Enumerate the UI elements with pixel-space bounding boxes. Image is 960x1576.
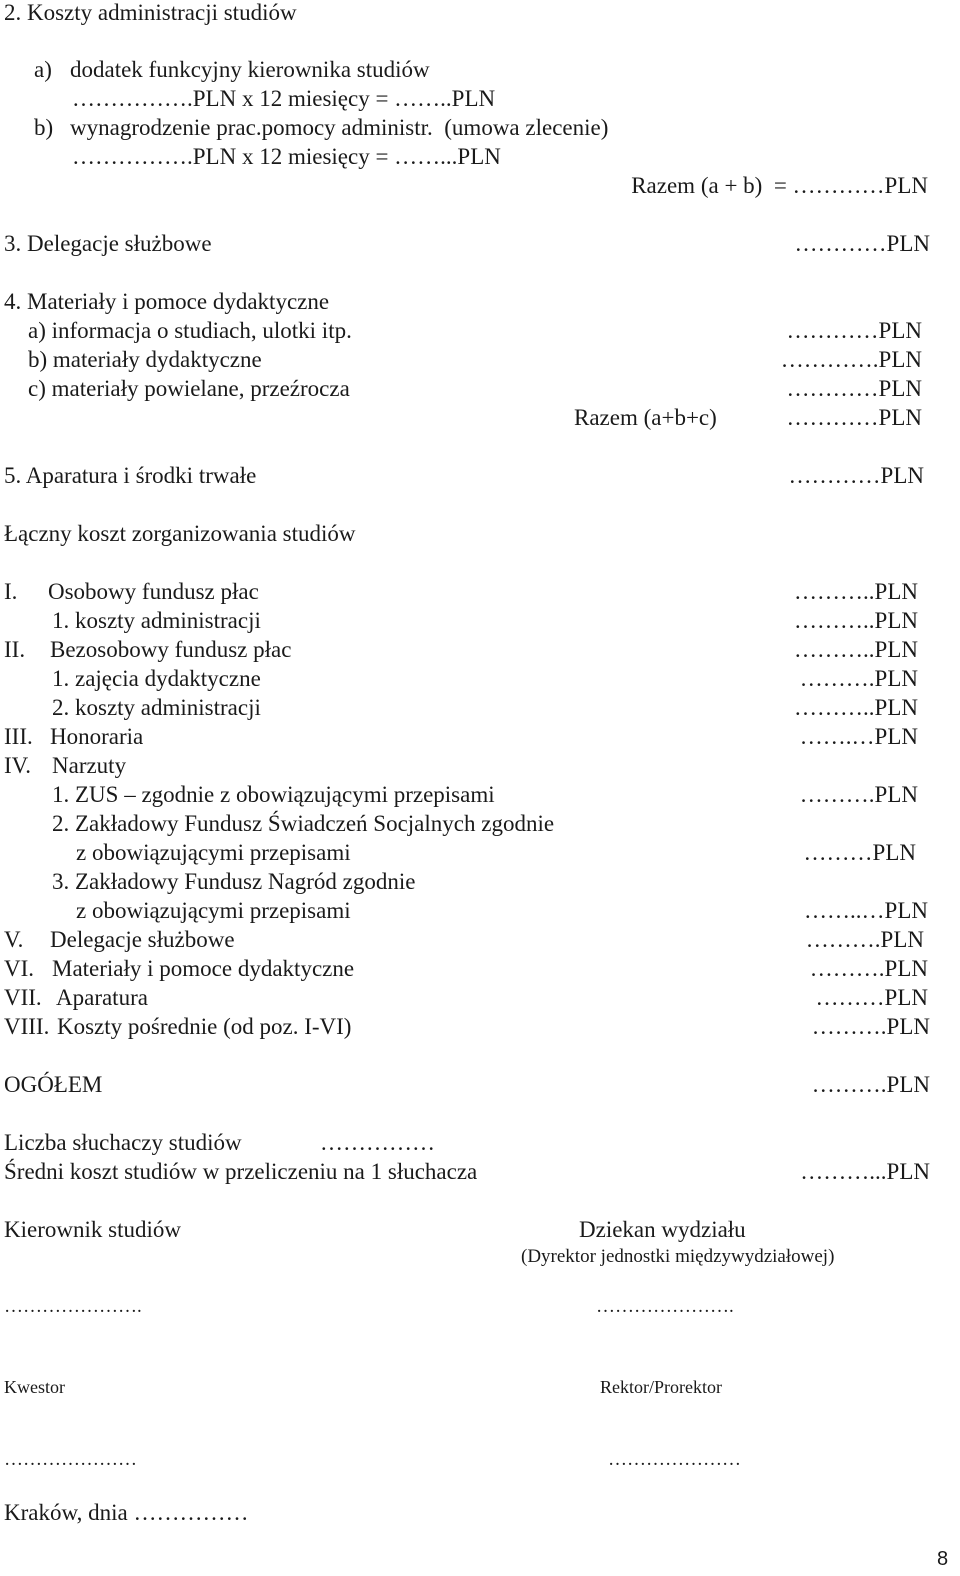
dean-signature-line: ………………….: [596, 1296, 734, 1317]
section4-item-b-value: ………….PLN: [780, 347, 922, 372]
row-label: Koszty pośrednie (od poz. I-VI): [57, 1014, 352, 1039]
row-value: ………..PLN: [794, 695, 918, 720]
row-value: ………PLN: [803, 840, 916, 865]
dean-title: Dziekan wydziału: [579, 1217, 746, 1242]
row-label: 1. ZUS – zgodnie z obowiązującymi przepisami: [52, 782, 495, 807]
row-num: V.: [4, 927, 24, 952]
row-value: ……….PLN: [805, 927, 924, 952]
dean-subtitle: (Dyrektor jednostki międzywydziałowej): [521, 1246, 835, 1267]
section4-item-a-value: …………PLN: [786, 318, 922, 343]
row-value: ……….PLN: [811, 1014, 930, 1039]
item-b-calc: …………….PLN x 12 miesięcy = ……...PLN: [72, 144, 501, 169]
section4-title: 4. Materiały i pomoce dydaktyczne: [4, 289, 330, 314]
row-value: ……….PLN: [799, 782, 918, 807]
row-num: IV.: [4, 753, 32, 778]
row-value: ……..…PLN: [804, 898, 928, 923]
row-label: 1. koszty administracji: [52, 608, 261, 633]
row-value: ……….PLN: [799, 666, 918, 691]
rector-title: Rektor/Prorektor: [600, 1377, 722, 1397]
row-label: 2. koszty administracji: [52, 695, 261, 720]
row-value: ………PLN: [815, 985, 928, 1010]
row-label: 2. Zakładowy Fundusz Świadczeń Socjalnych zgodnie: [52, 811, 555, 836]
section4-item-c: c) materiały powielane, przeźrocza: [28, 376, 350, 401]
row-label: Delegacje służbowe: [50, 927, 235, 952]
item-b-text: wynagrodzenie prac.pomocy administr. (umowa zlecenie): [70, 115, 609, 140]
section4-item-b: b) materiały dydaktyczne: [28, 347, 262, 372]
section4-total-label: Razem (a+b+c): [574, 405, 717, 430]
bursar-title: Kwestor: [4, 1377, 65, 1397]
students-count-label: Liczba słuchaczy studiów: [4, 1130, 242, 1155]
students-avg-label: Średni koszt studiów w przeliczeniu na 1 słuchacza: [4, 1159, 478, 1184]
row-num: VI.: [4, 956, 35, 981]
page-number: 8: [937, 1548, 949, 1570]
grand-total-label: OGÓŁEM: [4, 1072, 103, 1097]
row-num: VII.: [4, 985, 42, 1010]
rector-signature-line: …………………: [608, 1449, 741, 1470]
row-label: Osobowy fundusz płac: [48, 579, 259, 604]
row-label: z obowiązującymi przepisami: [76, 840, 351, 865]
row-label: 3. Zakładowy Fundusz Nagród zgodnie: [52, 869, 416, 894]
row-value: ………..PLN: [794, 637, 918, 662]
row-value: ……….PLN: [809, 956, 928, 981]
students-avg-value: ………...PLN: [800, 1159, 930, 1184]
row-label: Materiały i pomoce dydaktyczne: [52, 956, 355, 981]
row-value: ………..PLN: [794, 608, 918, 633]
row-label: Honoraria: [50, 724, 144, 749]
grand-total-value: ……….PLN: [811, 1072, 930, 1097]
row-label: Narzuty: [52, 753, 127, 778]
item-a-label: a): [34, 57, 52, 82]
summary-title: Łączny koszt zorganizowania studiów: [4, 521, 356, 546]
row-value: …….…PLN: [799, 724, 918, 749]
manager-title: Kierownik studiów: [4, 1217, 181, 1242]
section2-title: 2. Koszty administracji studiów: [4, 0, 297, 25]
item-a-text: dodatek funkcyjny kierownika studiów: [70, 57, 430, 82]
row-value: ………..PLN: [794, 579, 918, 604]
row-num: III.: [4, 724, 33, 749]
item-b-label: b): [34, 115, 54, 140]
row-num: VIII.: [4, 1014, 50, 1039]
row-num: II.: [4, 637, 26, 662]
manager-signature-line: ………………….: [4, 1296, 142, 1317]
section2-total: Razem (a + b) = …………PLN: [631, 173, 928, 198]
row-label: z obowiązującymi przepisami: [76, 898, 351, 923]
section5-value: …………PLN: [788, 463, 924, 488]
section5-title: 5. Aparatura i środki trwałe: [4, 463, 257, 488]
section4-total-value: …………PLN: [786, 405, 922, 430]
section3-value: …………PLN: [794, 231, 930, 256]
bursar-signature-line: …………………: [4, 1449, 137, 1470]
item-a-calc: …………….PLN x 12 miesięcy = ……..PLN: [72, 86, 496, 111]
section3-title: 3. Delegacje służbowe: [4, 231, 212, 256]
section4-item-a: a) informacja o studiach, ulotki itp.: [28, 318, 352, 343]
row-label: Bezosobowy fundusz płac: [50, 637, 292, 662]
place-date: Kraków, dnia ……………: [4, 1500, 249, 1525]
row-num: I.: [4, 579, 18, 604]
students-count-value: ……………: [320, 1130, 435, 1155]
section4-item-c-value: …………PLN: [786, 376, 922, 401]
row-label: Aparatura: [56, 985, 148, 1010]
row-label: 1. zajęcia dydaktyczne: [52, 666, 261, 691]
